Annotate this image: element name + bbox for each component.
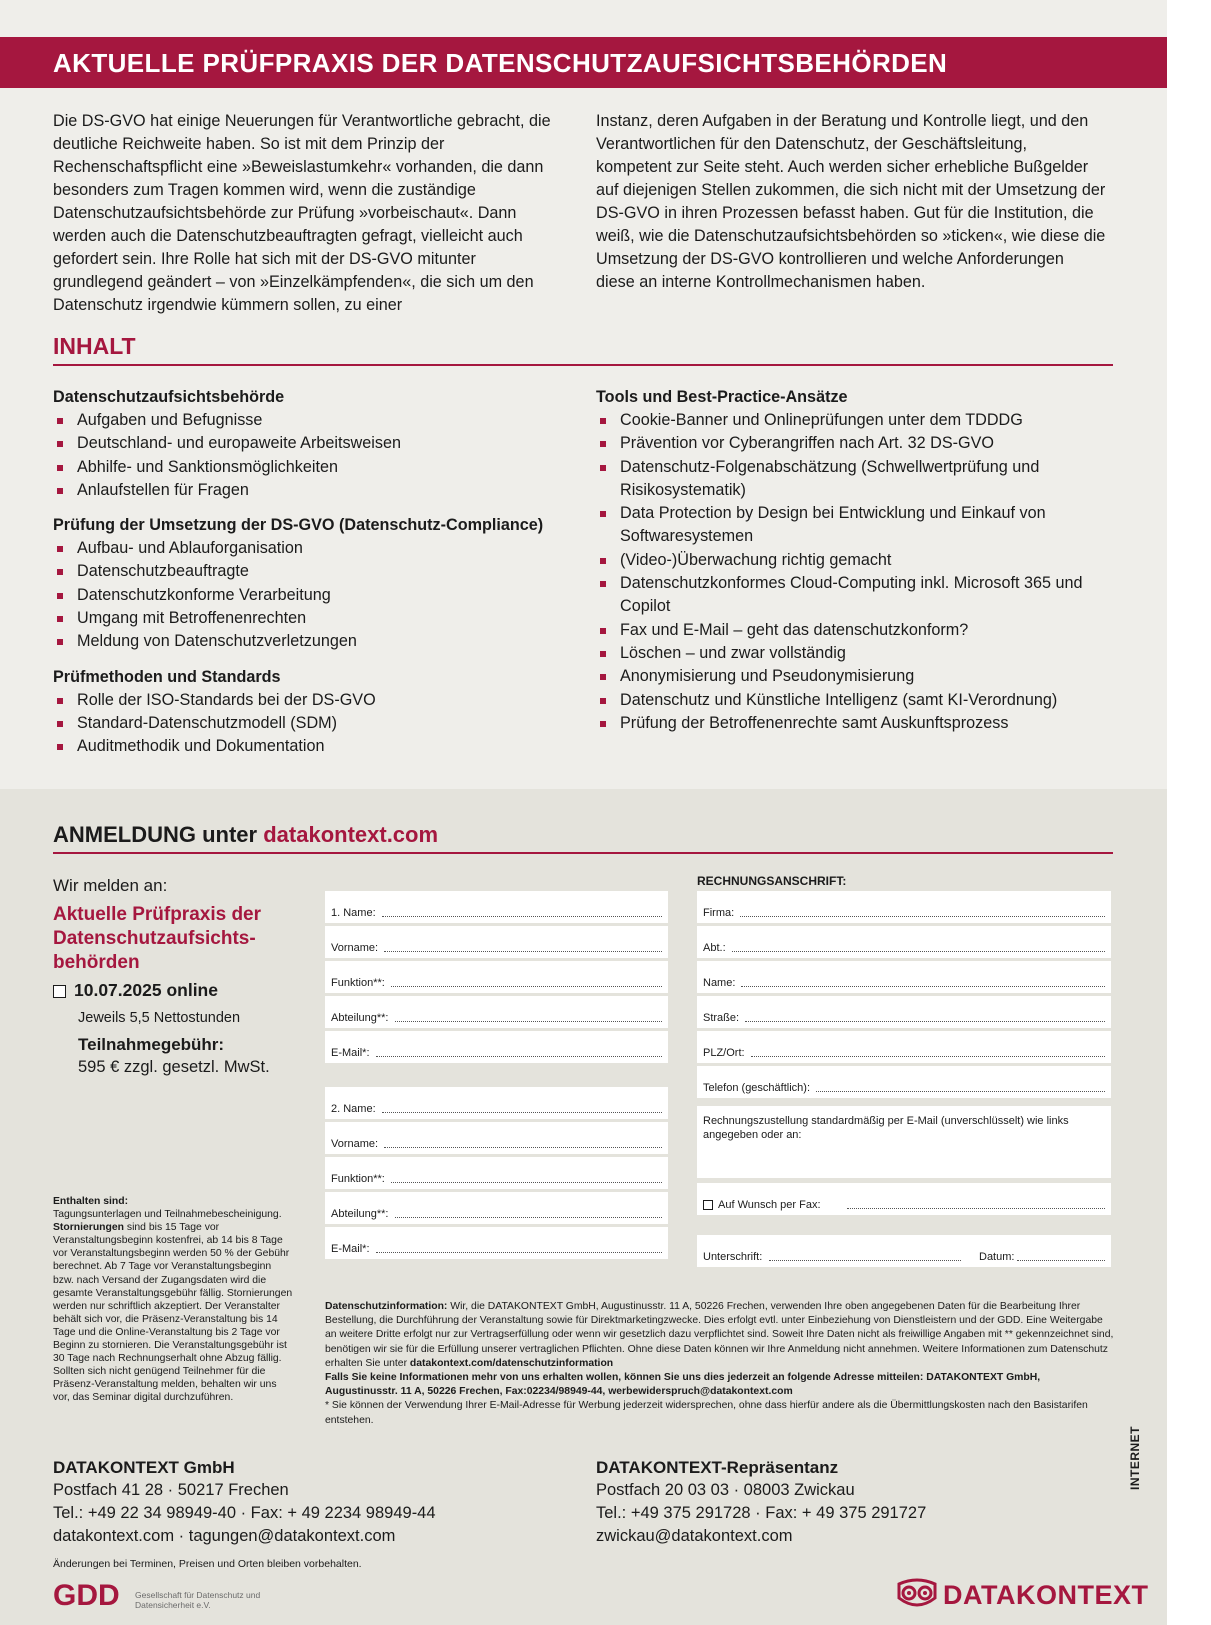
inhalt-item: Rolle der ISO-Standards bei der DS-GVO bbox=[53, 689, 553, 712]
billing-field-0[interactable] bbox=[697, 891, 1111, 923]
address-postal: Postfach 20 03 03 · 08003 Zwickau bbox=[596, 1481, 855, 1499]
address-postal: Postfach 41 28 · 50217 Frechen bbox=[53, 1481, 289, 1499]
inhalt-item: Prävention vor Cyberangriffen nach Art. 32 DS-GVO bbox=[596, 432, 1096, 455]
event-title: Aktuelle Prüfpraxis der Datenschutzaufsichts-behörden bbox=[53, 904, 262, 973]
billing-field-2[interactable] bbox=[697, 961, 1111, 993]
inhalt-item: Datenschutzkonforme Verarbeitung bbox=[53, 584, 553, 607]
inhalt-right-column bbox=[596, 386, 1096, 735]
registration-title bbox=[53, 822, 438, 848]
intro-left: Die DS-GVO hat einige Neuerungen für Verantwortliche gebracht, die deutliche Reichweite haben. So ist mit dem Prinzip der Rechenschaftspflicht eine »Beweislastumkehr« vorhanden, die dann besonders zum Tragen kommen wird, wenn die zuständige Datenschutzaufsichtsbehörde zur Prüfung »vorbeischaut«. Dann werden auch die Datenschutzbeauftragten gefragt, vielleicht auch gefordert sein. Ihre Rolle hat sich mit der DS-GVO mitunter grundlegend geändert – von »Einzelkämpfenden«, die sich um den Datenschutz irgendwie kümmern sollen, zu einer bbox=[53, 112, 551, 314]
billing-field-3[interactable] bbox=[697, 996, 1111, 1028]
address-zwickau bbox=[596, 1456, 926, 1548]
person1-field-4-dots bbox=[376, 1056, 662, 1057]
inhalt-item: Cookie-Banner und Onlineprüfungen unter dem TDDDG bbox=[596, 409, 1096, 432]
person2-field-3-dots bbox=[395, 1217, 662, 1218]
inhalt-list bbox=[53, 409, 553, 502]
inhalt-item: Datenschutzkonformes Cloud-Computing inkl. Microsoft 365 und Copilot bbox=[596, 572, 1096, 619]
person2-field-3-label: Abteilung**: bbox=[331, 1208, 389, 1220]
inhalt-group-heading: Datenschutzaufsichtsbehörde bbox=[53, 388, 285, 406]
person2-field-2-dots bbox=[391, 1182, 662, 1183]
person1-field-0-label: 1. Name: bbox=[331, 907, 376, 919]
billing-field-2-label: Name: bbox=[703, 977, 736, 989]
datakontext-logo-text: DATAKONTEXT bbox=[943, 1580, 1149, 1610]
address-frechen bbox=[53, 1456, 436, 1548]
person2-field-4-label: E-Mail*: bbox=[331, 1243, 370, 1255]
title-banner bbox=[0, 37, 1167, 88]
fee-label: Teilnahmegebühr: bbox=[78, 1035, 225, 1054]
billing-field-4[interactable] bbox=[697, 1031, 1111, 1063]
included-label: Enthalten sind: bbox=[53, 1196, 129, 1207]
registration-title-text: ANMELDUNG unter bbox=[53, 822, 264, 847]
inhalt-group-heading: Prüfung der Umsetzung der DS-GVO (Datenschutz-Compliance) bbox=[53, 516, 544, 535]
billing-field-4-label: PLZ/Ort: bbox=[703, 1047, 745, 1059]
billing-field-3-dots bbox=[745, 1021, 1105, 1022]
billing-field-0-dots bbox=[740, 916, 1105, 917]
gdd-logo-text: GDD bbox=[53, 1580, 120, 1608]
person2-field-0[interactable] bbox=[325, 1087, 668, 1119]
person2-field-2[interactable] bbox=[325, 1157, 668, 1189]
inhalt-item: Anlaufstellen für Fragen bbox=[53, 479, 553, 502]
inhalt-item: Aufbau- und Ablauforganisation bbox=[53, 537, 553, 560]
billing-field-5[interactable] bbox=[697, 1066, 1111, 1098]
person1-field-0[interactable] bbox=[325, 891, 668, 923]
inhalt-list bbox=[53, 689, 553, 759]
billing-field-1[interactable] bbox=[697, 926, 1111, 958]
billing-field-1-label: Abt.: bbox=[703, 942, 726, 954]
privacy-link[interactable]: datakontext.com/datenschutzinformation bbox=[409, 1357, 614, 1369]
person1-field-2-label: Funktion**: bbox=[331, 977, 385, 989]
person2-field-2-label: Funktion**: bbox=[331, 1173, 385, 1185]
person1-field-3[interactable] bbox=[325, 996, 668, 1028]
person2-field-1[interactable] bbox=[325, 1122, 668, 1154]
intro-right: Instanz, deren Aufgaben in der Beratung und Kontrolle liegt, und den Verantwortlichen für den Datenschutz, der Geschäftsleitung, kompetent zur Seite steht. Auch werden sicher erhebliche Bußgelder auf diejenigen Stellen zukommen, die sich nicht mit der Umsetzung der DS-GVO in ihren Prozessen befasst haben. Gut für die Institution, die weiß, wie die Datenschutzaufsichtsbehörden so »ticken«, wie diese die Umsetzung der DS-GVO kontrollieren und welche Anforderungen diese an interne Kontrollmechanismen haben. bbox=[596, 112, 1106, 291]
inhalt-item: Standard-Datenschutzmodell (SDM) bbox=[53, 712, 553, 735]
billing-field-3-label: Straße: bbox=[703, 1012, 740, 1024]
person2-field-3[interactable] bbox=[325, 1192, 668, 1224]
footnote-text: * Sie können der Verwendung Ihrer E-Mail-Adresse für Werbung jederzeit widersprechen, ohne dass hierfür andere als die Übermittlungskosten nach den Basistarifen entstehen. bbox=[325, 1400, 1088, 1426]
inhalt-item: Umgang mit Betroffenenrechten bbox=[53, 607, 553, 630]
inhalt-item: Datenschutz und Künstliche Intelligenz (samt KI-Verordnung) bbox=[596, 689, 1096, 712]
person2-field-4[interactable] bbox=[325, 1227, 668, 1259]
event-hours: Jeweils 5,5 Nettostunden bbox=[78, 1010, 241, 1026]
billing-field-5-label: Telefon (geschäftlich): bbox=[703, 1082, 810, 1094]
fax-option-field[interactable] bbox=[697, 1183, 1111, 1215]
billing-field-0-label: Firma: bbox=[703, 907, 735, 919]
changes-note: Änderungen bei Terminen, Preisen und Orten bleiben vorbehalten. bbox=[53, 1558, 362, 1570]
signature-label: Unterschrift: bbox=[703, 1251, 763, 1263]
we-register-label: Wir melden an: bbox=[53, 876, 168, 895]
date-dots bbox=[1017, 1260, 1105, 1261]
event-date: 10.07.2025 online bbox=[74, 980, 218, 1000]
event-date-option[interactable] bbox=[53, 980, 218, 1001]
gdd-name: Gesellschaft für Datenschutz und Datensicherheit e.V. bbox=[135, 1590, 261, 1610]
fee-value: 595 € zzgl. gesetzl. MwSt. bbox=[78, 1058, 270, 1076]
inhalt-item: (Video-)Überwachung richtig gemacht bbox=[596, 549, 1096, 572]
address-web[interactable]: datakontext.com · tagungen@datakontext.com bbox=[53, 1527, 396, 1545]
inhalt-item: Abhilfe- und Sanktionsmöglichkeiten bbox=[53, 456, 553, 479]
privacy-info bbox=[325, 1300, 1115, 1428]
inhalt-list bbox=[53, 537, 553, 653]
storno-label: Stornierungen bbox=[53, 1222, 125, 1234]
person2-field-4-dots bbox=[376, 1252, 662, 1253]
billing-field-1-dots bbox=[732, 951, 1105, 952]
storno-text: sind bis 15 Tage vor Veranstaltungsbeginn kostenfrei, ab 14 bis 8 Tage vor Veranstaltungsbeginn werden 50 % der Gebühr berechnet. Ab 7 Tage vor Veranstaltungsbeginn bzw. nach Versand der Zugangsdaten wird die gesamte Veranstaltungsgebühr fällig. Stornierungen werden nur schriftlich akzeptiert. Der Veranstalter behält sich vor, die Präsenz-Veranstaltung bis 14 Tage und die Online-Veranstaltung bis 2 Tage vor Beginn zu stornieren. Die Veranstaltungsgebühr ist 30 Tage nach Rechnungserhalt ohne Abzug fällig. Sollten sich nicht genügend Teilnehmer für die Präsenz-Veranstaltung melden, behalten wir uns vor, das Seminar digital durchzuführen. bbox=[53, 1222, 293, 1404]
inhalt-heading: INHALT bbox=[53, 333, 136, 359]
internet-label: INTERNET bbox=[1128, 1426, 1142, 1490]
invoice-note-field[interactable] bbox=[697, 1106, 1111, 1178]
person1-field-1-label: Vorname: bbox=[331, 942, 379, 954]
person1-field-3-dots bbox=[395, 1021, 662, 1022]
person2-field-1-label: Vorname: bbox=[331, 1138, 379, 1150]
objection-text: Falls Sie keine Informationen mehr von uns erhalten wollen, können Sie uns dies jederzeit an folgende Adresse mitteilen: DATAKONTEXT GmbH, Augustinusstr. 11 A, 50226 Frechen, Fax:02234/98949-44, werbewiderspruch@datakontext.com bbox=[325, 1372, 1041, 1398]
signature-dots bbox=[769, 1260, 961, 1261]
inhalt-group-heading: Prüfmethoden und Standards bbox=[53, 667, 281, 686]
date-checkbox[interactable] bbox=[53, 985, 66, 998]
person2-field-0-label: 2. Name: bbox=[331, 1103, 376, 1115]
inhalt-item: Meldung von Datenschutzverletzungen bbox=[53, 630, 553, 653]
registration-rule bbox=[53, 852, 1113, 854]
inhalt-item: Datenschutz-Folgenabschätzung (Schwellwertprüfung und Risikosystematik) bbox=[596, 456, 1096, 503]
inhalt-rule bbox=[53, 364, 1113, 366]
invoice-note: Rechnungszustellung standardmäßig per E-Mail (unverschlüsselt) wie links angegeben oder an: bbox=[703, 1115, 1069, 1141]
date-field-label: Datum: bbox=[979, 1251, 1015, 1263]
person2-field-0-dots bbox=[382, 1112, 662, 1113]
address-web[interactable]: zwickau@datakontext.com bbox=[596, 1527, 793, 1545]
person1-field-2-dots bbox=[391, 986, 662, 987]
page-title: AKTUELLE PRÜFPRAXIS DER DATENSCHUTZAUFSICHTSBEHÖRDEN bbox=[53, 48, 948, 78]
privacy-text: Wir, die DATAKONTEXT GmbH, Augustinusstr. 11 A, 50226 Frechen, verwenden Ihre oben angegebenen Daten für die Bearbeitung Ihrer Bestellung, die Durchführung der Veranstaltung sowie für Direktmarketingzwecke. Dies erfolgt evtl. unter Einbeziehung von Dienstleistern und der GDD. Eine Weitergabe an weitere Dritte erfolgt nur zur Vertragserfüllung oder wenn wir gesetzlich dazu verpflichtet sind. Soweit Ihre Daten nicht als freiwillige Angaben mit ** gekennzeichnet sind, benötigen wir sie für die Erfüllung unserer vertraglichen Pflichten. Ohne diese Daten können wir Ihre Anmeldung nicht annehmen. Weitere Informationen zum Datenschutz erhalten Sie unter bbox=[325, 1301, 1114, 1369]
inhalt-item: Anonymisierung und Pseudonymisierung bbox=[596, 665, 1096, 688]
person1-field-4-label: E-Mail*: bbox=[331, 1047, 370, 1059]
billing-title: RECHNUNGSANSCHRIFT: bbox=[697, 874, 847, 888]
signature-field[interactable] bbox=[697, 1235, 1111, 1267]
datakontext-owl-icon bbox=[895, 1578, 939, 1610]
person2-field-1-dots bbox=[384, 1147, 662, 1148]
inhalt-item: Deutschland- und europaweite Arbeitsweisen bbox=[53, 432, 553, 455]
included-text: Tagungsunterlagen und Teilnahmebescheinigung. bbox=[53, 1209, 282, 1221]
fax-dots bbox=[847, 1208, 1105, 1209]
inhalt-item: Auditmethodik und Dokumentation bbox=[53, 735, 553, 758]
fax-option-text: Auf Wunsch per Fax: bbox=[718, 1199, 821, 1211]
address-name: DATAKONTEXT GmbH bbox=[53, 1458, 235, 1477]
inhalt-item: Fax und E-Mail – geht das datenschutzkonform? bbox=[596, 619, 1096, 642]
address-phone: Tel.: +49 375 291728 · Fax: + 49 375 291727 bbox=[596, 1504, 927, 1522]
inhalt-item: Datenschutzbeauftragte bbox=[53, 560, 553, 583]
inhalt-group-heading: Tools und Best-Practice-Ansätze bbox=[596, 388, 848, 406]
inhalt-item: Prüfung der Betroffenenrechte samt Auskunftsprozess bbox=[596, 712, 1096, 735]
person1-field-2[interactable] bbox=[325, 961, 668, 993]
person1-field-0-dots bbox=[382, 916, 662, 917]
person1-field-4[interactable] bbox=[325, 1031, 668, 1063]
gdd-logo bbox=[53, 1580, 133, 1608]
inhalt-item: Löschen – und zwar vollständig bbox=[596, 642, 1096, 665]
person1-field-1[interactable] bbox=[325, 926, 668, 958]
person1-field-3-label: Abteilung**: bbox=[331, 1012, 389, 1024]
billing-field-4-dots bbox=[751, 1056, 1105, 1057]
fax-checkbox[interactable] bbox=[703, 1200, 713, 1210]
inhalt-left-column bbox=[53, 386, 553, 759]
inhalt-item: Data Protection by Design bei Entwicklung und Einkauf von Softwaresystemen bbox=[596, 502, 1096, 549]
billing-field-2-dots bbox=[741, 986, 1105, 987]
included-info bbox=[53, 1195, 293, 1405]
address-name: DATAKONTEXT-Repräsentanz bbox=[596, 1458, 839, 1477]
registration-link[interactable]: datakontext.com bbox=[263, 822, 439, 847]
billing-field-5-dots bbox=[816, 1091, 1105, 1092]
inhalt-item: Aufgaben und Befugnisse bbox=[53, 409, 553, 432]
inhalt-list bbox=[596, 409, 1096, 735]
person1-field-1-dots bbox=[384, 951, 662, 952]
address-phone: Tel.: +49 22 34 98949-40 · Fax: + 49 2234 98949-44 bbox=[53, 1504, 436, 1522]
fax-option-label bbox=[703, 1199, 821, 1211]
privacy-label: Datenschutzinformation: bbox=[325, 1301, 448, 1312]
